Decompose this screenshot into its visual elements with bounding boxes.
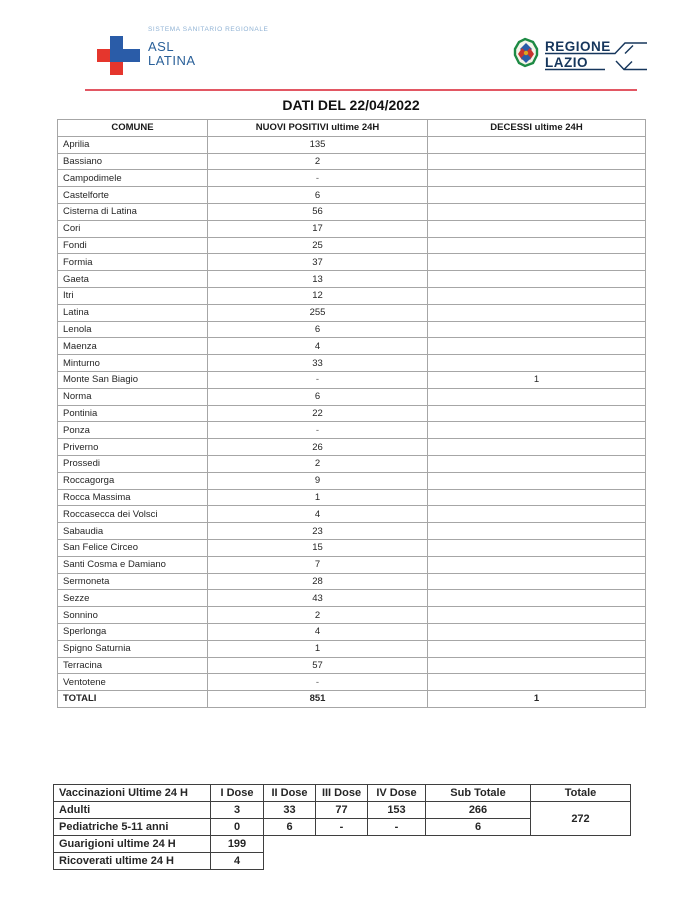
positivi-cell: 135 bbox=[208, 136, 428, 153]
table-row bbox=[58, 607, 646, 624]
decessi-cell bbox=[428, 657, 646, 674]
vax-header-subtotale: Sub Totale bbox=[426, 785, 531, 802]
positivi-cell: 12 bbox=[208, 287, 428, 304]
adulti-label: Adulti bbox=[54, 802, 211, 819]
pediatriche-dose4: - bbox=[368, 819, 426, 836]
table-row bbox=[58, 590, 646, 607]
empty-region bbox=[264, 836, 631, 853]
table-header-row bbox=[58, 120, 646, 137]
vax-header-dose3: III Dose bbox=[316, 785, 368, 802]
table-row bbox=[58, 338, 646, 355]
decessi-cell bbox=[428, 271, 646, 288]
positivi-cell: - bbox=[208, 422, 428, 439]
comuni-table bbox=[57, 119, 646, 708]
comune-cell: Aprilia bbox=[58, 136, 208, 153]
positivi-cell: 9 bbox=[208, 472, 428, 489]
positivi-cell: 1 bbox=[208, 489, 428, 506]
decessi-cell bbox=[428, 523, 646, 540]
decessi-cell bbox=[428, 556, 646, 573]
decessi-cell bbox=[428, 355, 646, 372]
positivi-cell: 25 bbox=[208, 237, 428, 254]
table-row bbox=[58, 237, 646, 254]
positivi-cell: 2 bbox=[208, 153, 428, 170]
table-row bbox=[58, 371, 646, 388]
comune-cell: San Felice Circeo bbox=[58, 539, 208, 556]
comuni-tbody bbox=[58, 136, 646, 690]
vax-row-ricoverati bbox=[54, 853, 631, 870]
table-row bbox=[58, 153, 646, 170]
decessi-cell bbox=[428, 590, 646, 607]
comune-cell: Formia bbox=[58, 254, 208, 271]
pediatriche-subtotale: 6 bbox=[426, 819, 531, 836]
comune-cell: Itri bbox=[58, 287, 208, 304]
decessi-cell bbox=[428, 640, 646, 657]
positivi-cell: 6 bbox=[208, 388, 428, 405]
positivi-cell: 1 bbox=[208, 640, 428, 657]
vax-header-dose1: I Dose bbox=[211, 785, 264, 802]
comune-cell: Rocca Massima bbox=[58, 489, 208, 506]
asl-name-line1: ASL bbox=[148, 39, 175, 54]
positivi-cell: 23 bbox=[208, 523, 428, 540]
vax-header-dose4: IV Dose bbox=[368, 785, 426, 802]
positivi-cell: 6 bbox=[208, 187, 428, 204]
col-header-positivi: NUOVI POSITIVI ultime 24H bbox=[208, 120, 428, 137]
ricoverati-value: 4 bbox=[211, 853, 264, 870]
decessi-cell bbox=[428, 203, 646, 220]
comune-cell: Ventotene bbox=[58, 674, 208, 691]
positivi-cell: 4 bbox=[208, 338, 428, 355]
positivi-cell: 15 bbox=[208, 539, 428, 556]
asl-name-line2: LATINA bbox=[148, 53, 196, 68]
table-row bbox=[58, 287, 646, 304]
decessi-cell bbox=[428, 539, 646, 556]
decessi-cell bbox=[428, 674, 646, 691]
table-row bbox=[58, 657, 646, 674]
pediatriche-dose1: 0 bbox=[211, 819, 264, 836]
adulti-dose2: 33 bbox=[264, 802, 316, 819]
decessi-cell bbox=[428, 254, 646, 271]
comune-cell: Prossedi bbox=[58, 455, 208, 472]
positivi-cell: 26 bbox=[208, 439, 428, 456]
asl-latina-logo bbox=[97, 26, 268, 75]
table-row bbox=[58, 623, 646, 640]
comune-cell: Sonnino bbox=[58, 607, 208, 624]
comune-cell: Sperlonga bbox=[58, 623, 208, 640]
table-row bbox=[58, 203, 646, 220]
table-row bbox=[58, 405, 646, 422]
table-row bbox=[58, 321, 646, 338]
decessi-cell bbox=[428, 136, 646, 153]
comune-cell: Campodimele bbox=[58, 170, 208, 187]
comune-cell: Santi Cosma e Damiano bbox=[58, 556, 208, 573]
table-row bbox=[58, 422, 646, 439]
positivi-cell: 28 bbox=[208, 573, 428, 590]
totals-label: TOTALI bbox=[58, 691, 208, 708]
comune-cell: Lenola bbox=[58, 321, 208, 338]
positivi-cell: 2 bbox=[208, 455, 428, 472]
comune-cell: Maenza bbox=[58, 338, 208, 355]
vax-row-adulti bbox=[54, 802, 631, 819]
decessi-cell bbox=[428, 338, 646, 355]
table-row bbox=[58, 455, 646, 472]
decessi-cell: 1 bbox=[428, 371, 646, 388]
regione-lazio-logo bbox=[512, 36, 648, 81]
positivi-cell: - bbox=[208, 371, 428, 388]
comune-cell: Monte San Biagio bbox=[58, 371, 208, 388]
vax-header-label: Vaccinazioni Ultime 24 H bbox=[54, 785, 211, 802]
adulti-dose1: 3 bbox=[211, 802, 264, 819]
comune-cell: Latina bbox=[58, 304, 208, 321]
vax-header-dose2: II Dose bbox=[264, 785, 316, 802]
decessi-cell bbox=[428, 287, 646, 304]
decessi-cell bbox=[428, 220, 646, 237]
decessi-cell bbox=[428, 170, 646, 187]
comune-cell: Ponza bbox=[58, 422, 208, 439]
table-row bbox=[58, 539, 646, 556]
table-row bbox=[58, 355, 646, 372]
table-row bbox=[58, 472, 646, 489]
positivi-cell: - bbox=[208, 674, 428, 691]
vax-header-row bbox=[54, 785, 631, 802]
table-row bbox=[58, 506, 646, 523]
pediatriche-label: Pediatriche 5-11 anni bbox=[54, 819, 211, 836]
totals-row bbox=[58, 691, 646, 708]
positivi-cell: 6 bbox=[208, 321, 428, 338]
comune-cell: Spigno Saturnia bbox=[58, 640, 208, 657]
positivi-cell: 43 bbox=[208, 590, 428, 607]
positivi-cell: 255 bbox=[208, 304, 428, 321]
table-row bbox=[58, 187, 646, 204]
comune-cell: Minturno bbox=[58, 355, 208, 372]
decessi-cell bbox=[428, 472, 646, 489]
comune-cell: Norma bbox=[58, 388, 208, 405]
vax-row-guarigioni bbox=[54, 836, 631, 853]
asl-logo-text bbox=[148, 26, 268, 75]
svg-text:REGIONE: REGIONE bbox=[545, 39, 611, 54]
asl-tagline: SISTEMA SANITARIO REGIONALE bbox=[148, 26, 269, 33]
totals-positivi: 851 bbox=[208, 691, 428, 708]
comune-cell: Fondi bbox=[58, 237, 208, 254]
regione-lazio-emblem-icon bbox=[512, 36, 648, 76]
decessi-cell bbox=[428, 439, 646, 456]
table-row bbox=[58, 640, 646, 657]
guarigioni-value: 199 bbox=[211, 836, 264, 853]
positivi-cell: 33 bbox=[208, 355, 428, 372]
comune-cell: Bassiano bbox=[58, 153, 208, 170]
decessi-cell bbox=[428, 321, 646, 338]
table-row bbox=[58, 170, 646, 187]
vax-header-totale: Totale bbox=[531, 785, 631, 802]
positivi-cell: 57 bbox=[208, 657, 428, 674]
decessi-cell bbox=[428, 388, 646, 405]
table-row bbox=[58, 304, 646, 321]
decessi-cell bbox=[428, 422, 646, 439]
comune-cell: Cisterna di Latina bbox=[58, 203, 208, 220]
table-row bbox=[58, 523, 646, 540]
table-row bbox=[58, 254, 646, 271]
positivi-cell: 17 bbox=[208, 220, 428, 237]
decessi-cell bbox=[428, 506, 646, 523]
comune-cell: Sezze bbox=[58, 590, 208, 607]
comune-cell: Sabaudia bbox=[58, 523, 208, 540]
col-header-decessi: DECESSI ultime 24H bbox=[428, 120, 646, 137]
decessi-cell bbox=[428, 237, 646, 254]
empty-region bbox=[264, 853, 631, 870]
vaccination-table bbox=[53, 784, 631, 870]
comune-cell: Cori bbox=[58, 220, 208, 237]
decessi-cell bbox=[428, 607, 646, 624]
table-row bbox=[58, 573, 646, 590]
col-header-comune: COMUNE bbox=[58, 120, 208, 137]
asl-cross-icon bbox=[97, 36, 140, 75]
decessi-cell bbox=[428, 573, 646, 590]
guarigioni-label: Guarigioni ultime 24 H bbox=[54, 836, 211, 853]
comune-cell: Gaeta bbox=[58, 271, 208, 288]
decessi-cell bbox=[428, 304, 646, 321]
positivi-cell: 4 bbox=[208, 623, 428, 640]
svg-text:LAZIO: LAZIO bbox=[545, 55, 588, 70]
table-row bbox=[58, 489, 646, 506]
positivi-cell: - bbox=[208, 170, 428, 187]
positivi-cell: 2 bbox=[208, 607, 428, 624]
comune-cell: Castelforte bbox=[58, 187, 208, 204]
positivi-cell: 37 bbox=[208, 254, 428, 271]
table-row bbox=[58, 220, 646, 237]
table-row bbox=[58, 271, 646, 288]
table-row bbox=[58, 556, 646, 573]
adulti-dose3: 77 bbox=[316, 802, 368, 819]
table-row bbox=[58, 674, 646, 691]
positivi-cell: 22 bbox=[208, 405, 428, 422]
pediatriche-dose2: 6 bbox=[264, 819, 316, 836]
comune-cell: Roccasecca dei Volsci bbox=[58, 506, 208, 523]
decessi-cell bbox=[428, 405, 646, 422]
header-divider-rule bbox=[85, 89, 637, 91]
ricoverati-label: Ricoverati ultime 24 H bbox=[54, 853, 211, 870]
comune-cell: Sermoneta bbox=[58, 573, 208, 590]
comune-cell: Terracina bbox=[58, 657, 208, 674]
positivi-cell: 4 bbox=[208, 506, 428, 523]
adulti-dose4: 153 bbox=[368, 802, 426, 819]
positivi-cell: 56 bbox=[208, 203, 428, 220]
decessi-cell bbox=[428, 489, 646, 506]
page-title: DATI DEL 22/04/2022 bbox=[282, 97, 420, 113]
decessi-cell bbox=[428, 623, 646, 640]
positivi-cell: 7 bbox=[208, 556, 428, 573]
vax-totale-value: 272 bbox=[531, 802, 631, 836]
table-row bbox=[58, 439, 646, 456]
comune-cell: Pontinia bbox=[58, 405, 208, 422]
decessi-cell bbox=[428, 187, 646, 204]
positivi-cell: 13 bbox=[208, 271, 428, 288]
adulti-subtotale: 266 bbox=[426, 802, 531, 819]
table-row bbox=[58, 388, 646, 405]
table-row bbox=[58, 136, 646, 153]
pediatriche-dose3: - bbox=[316, 819, 368, 836]
decessi-cell bbox=[428, 153, 646, 170]
comune-cell: Priverno bbox=[58, 439, 208, 456]
decessi-cell bbox=[428, 455, 646, 472]
comune-cell: Roccagorga bbox=[58, 472, 208, 489]
totals-decessi: 1 bbox=[428, 691, 646, 708]
